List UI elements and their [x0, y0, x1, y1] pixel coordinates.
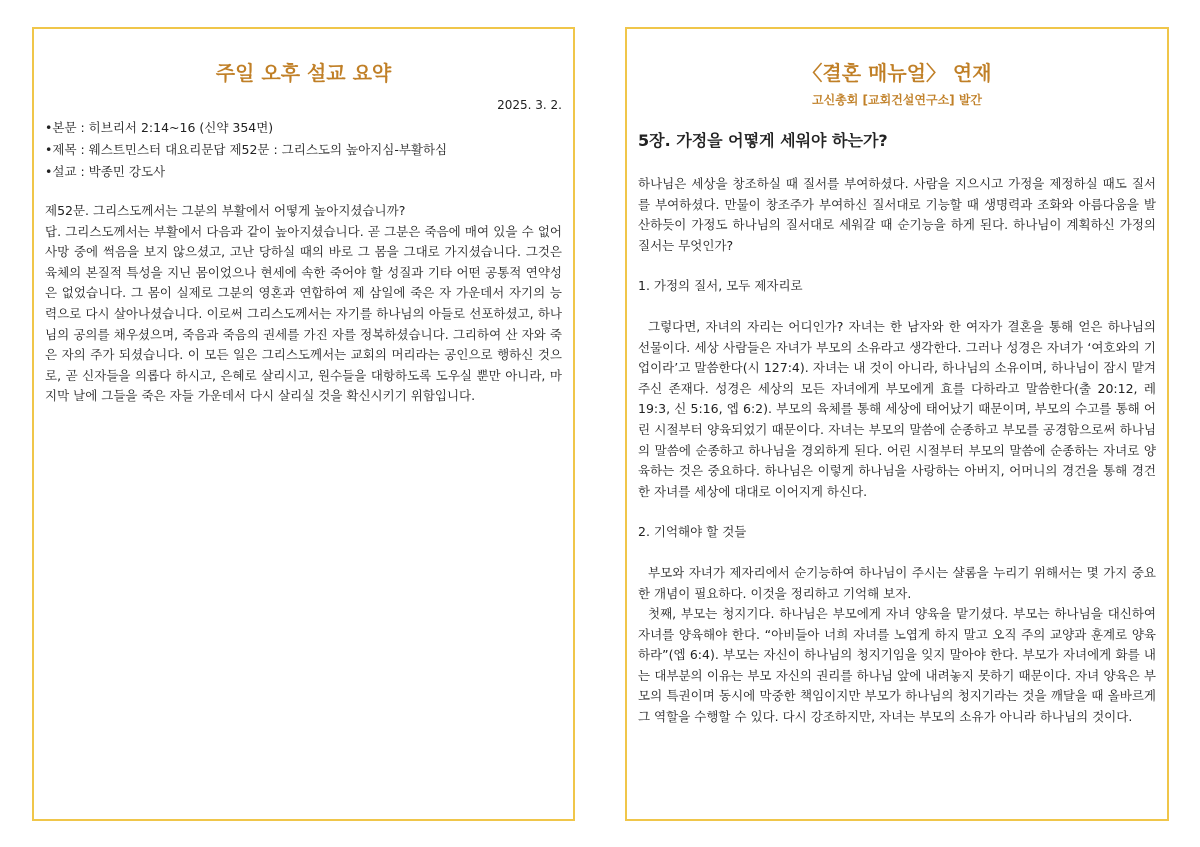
- section-1-body: 그렇다면, 자녀의 자리는 어디인가? 자녀는 한 남자와 한 여자가 결혼을 통해 얻은 하나님의 선물이다. 세상 사람들은 자녀가 부모의 소유라고 생각한다. 그러나 성경은 자녀가 ‘여호와의 기업이라’고 말씀한다(시 127:4). 자녀는 내 것이 아니라, 하나님의 소유이며, 하나님이 잠시 맡겨주신 존재다. 성경은 세상의 모든 자녀에게 부모에게 효를 다하라고 말씀한다(출 20:12, 레 19:3, 신 5:16, 엡 6:2). 부모의 육체를 통해 세상에 태어났기 때문이며, 부모의 수고를 통해 어린 시절부터 양육되었기 때문이다. 자녀는 부모의 말씀에 순종하고 부모를 공경함으로써 하나님의 말씀에 순종하고 하나님을 경외하게 된다. 어린 시절부터 부모의 말씀에 순종하는 자녀로 양육하는 것은 중요하다. 하나님은 이렇게 하나님을 사랑하는 아버지, 어머니의 경건을 통해 경건한 자녀를 세상에 대대로 이어지게 하신다.: [638, 318, 1156, 499]
- sermon-meta: [45, 117, 562, 183]
- sermon-summary-panel: [32, 27, 575, 821]
- section-2-body-1: 부모와 자녀가 제자리에서 순기능하여 하나님이 주시는 샬롬을 누리기 위해서는 몇 가지 중요한 개념이 필요하다. 이것을 정리하고 기억해 보자.: [638, 564, 1156, 601]
- chapter-intro: 하나님은 세상을 창조하실 때 질서를 부여하셨다. 사람을 지으시고 가정을 제정하실 때도 질서를 부여하셨다. 만물이 창조주가 부여하신 질서대로 기능할 때 생명력과 조화와 아름다움을 발산하듯이 가정도 하나님의 질서대로 세워갈 때 순기능을 하게 된다. 하나님이 계획하신 가정의 질서는 무엇인가?: [638, 176, 1156, 253]
- series-publisher: 고신총회 [교회건설연구소] 발간: [811, 93, 983, 107]
- sermon-subject-line: •제목 : 웨스트민스터 대요리문답 제52문 : 그리스도의 높아지심-부활하심: [45, 142, 448, 157]
- section-1-title: 1. 가정의 질서, 모두 제자리로: [638, 278, 803, 294]
- section-2-body-2: 첫째, 부모는 청지기다. 하나님은 부모에게 자녀 양육을 맡기셨다. 부모는 하나님을 대신하여 자녀를 양육해야 한다. “아비들아 너희 자녀를 노엽게 하지 말고 오직 주의 교양과 훈계로 양육하라”(엡 6:4). 부모는 자신이 하나님의 청지기임을 잊지 말아야 한다. 부모가 자녀에게 화를 내는 대부분의 이유는 부모 자신의 권리를 하나님 앞에 내려놓지 못하기 때문이다. 자녀 양육은 부모의 특권이며 동시에 막중한 책임이지만 부모가 하나님의 청지기라는 것을 깨달을 때 올바르게 그 역할을 수행할 수 있다. 다시 강조하지만, 자녀는 부모의 소유가 아니라 하나님의 것이다.: [638, 606, 1156, 725]
- preacher-line: •설교 : 박종민 강도사: [45, 164, 166, 179]
- scripture-line: •본문 : 히브리서 2:14~16 (신약 354면): [45, 120, 274, 135]
- sermon-title: 주일 오후 설교 요약: [215, 61, 392, 85]
- catechism-question: 제52문. 그리스도께서는 그분의 부활에서 어떻게 높아지셨습니까?: [45, 203, 406, 218]
- marriage-manual-panel: [625, 27, 1169, 821]
- chapter-heading: 5장. 가정을 어떻게 세워야 하는가?: [638, 131, 888, 150]
- section-2-title: 2. 기억해야 할 것들: [638, 524, 747, 540]
- sermon-date: 2025. 3. 2.: [497, 98, 562, 112]
- series-title: 〈결혼 매뉴얼〉 연재: [802, 61, 992, 85]
- catechism-answer: 답. 그리스도께서는 부활에서 다음과 같이 높아지셨습니다. 곧 그분은 죽음에 매여 있을 수 없어 사망 중에 썩음을 보지 않으셨고, 고난 당하실 때의 바로 그 몸을 그대로 가지셨습니다. 그것은 육체의 본질적 특성을 지닌 몸이었으나 현세에 속한 죽어야 할 성질과 기타 어떤 공통적 연약성은 없었습니다. 그 몸이 실제로 그분의 영혼과 연합하여 제 삼일에 죽은 자 가운데서 자기의 능력으로 다시 살아나셨습니다. 이로써 그리스도께서는 자기를 하나님의 아들로 선포하셨고, 하나님의 공의를 채우셨으며, 죽음과 죽음의 권세를 가진 자를 정복하셨습니다. 그리하여 산 자와 죽은 자의 주가 되셨습니다. 이 모든 일은 그리스도께서는 교회의 머리라는 공인으로 행하신 것으로, 곧 신자들을 의롭다 하시고, 은혜로 살리시고, 원수들을 대항하도록 도우실 뿐만 아니라, 마지막 날에 그들을 죽은 자들 가운데서 다시 살리실 것을 확신시키기 위함입니다.: [45, 223, 562, 404]
